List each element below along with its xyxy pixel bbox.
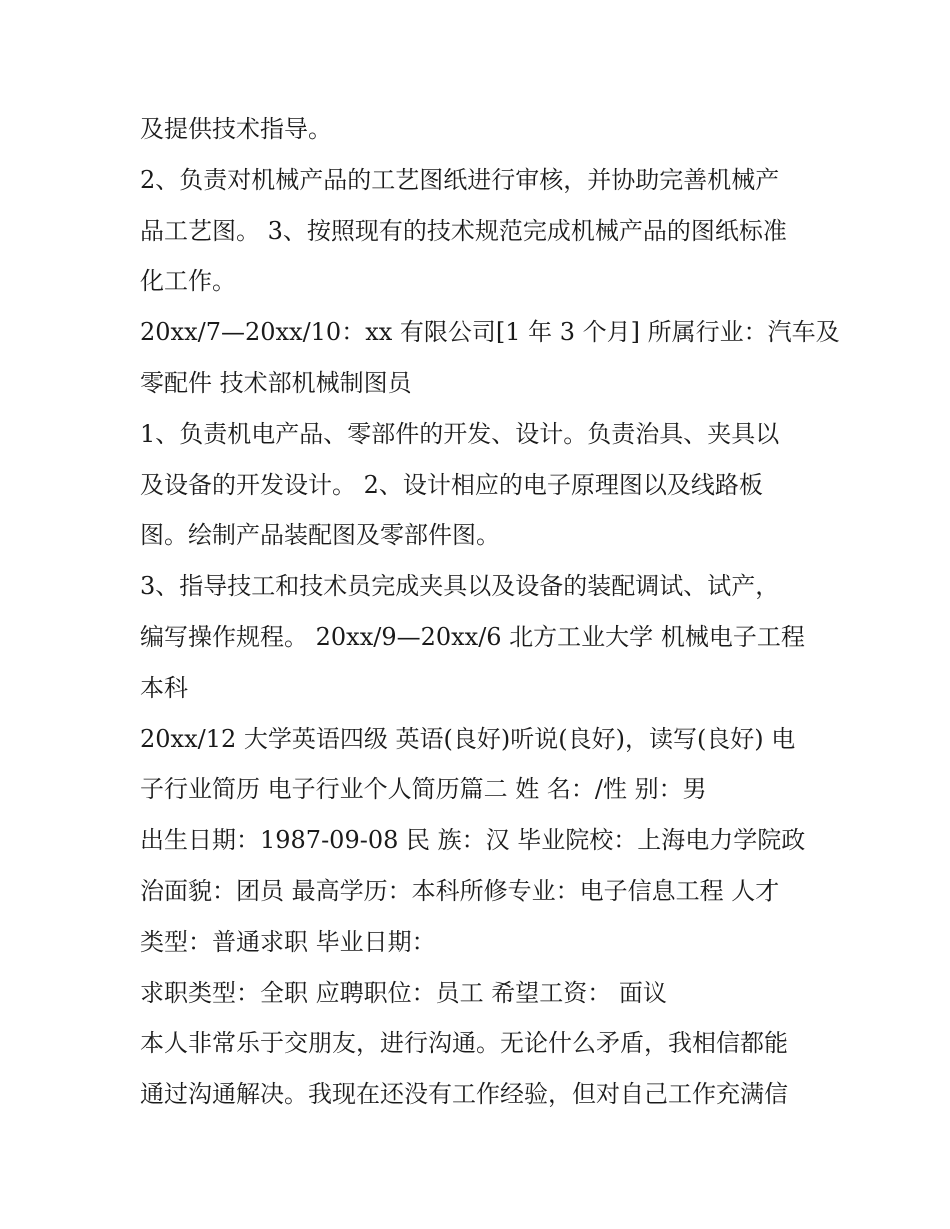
text-line: 出生日期：1987-09-08 民 族：汉 毕业院校：上海电力学院政 xyxy=(140,826,806,855)
text-line: 求职类型：全职 应聘职位：员工 希望工资： 面议 xyxy=(140,978,667,1007)
text-line: 治面貌：团员 最高学历：本科所修专业：电子信息工程 人才 xyxy=(140,876,780,905)
text-line: 零配件 技术部机械制图员 xyxy=(140,368,412,397)
text-line: 化工作。 xyxy=(140,267,236,296)
text-line: 本科 xyxy=(140,673,188,702)
text-line: 子行业简历 电子行业个人简历篇二 姓 名：/性 别：男 xyxy=(140,775,707,804)
text-line: 品工艺图。 3、按照现有的技术规范完成机械产品的图纸标准 xyxy=(140,216,787,245)
text-line: 本人非常乐于交朋友，进行沟通。无论什么矛盾，我相信都能 xyxy=(140,1029,788,1058)
text-line: 及设备的开发设计。 2、设计相应的电子原理图以及线路板 xyxy=(140,470,763,499)
text-line: 1、负责机电产品、零部件的开发、设计。负责治具、夹具以 xyxy=(140,419,780,448)
text-line: 通过沟通解决。我现在还没有工作经验，但对自己工作充满信 xyxy=(140,1080,788,1109)
text-line: 类型：普通求职 毕业日期： xyxy=(140,927,436,956)
text-line: 3、指导技工和技术员完成夹具以及设备的装配调试、试产， xyxy=(140,572,780,601)
text-line: 20xx/12 大学英语四级 英语(良好)听说(良好)，读写(良好) 电 xyxy=(140,724,796,753)
text-line: 20xx/7—20xx/10：xx 有限公司[1 年 3 个月] 所属行业：汽车及 xyxy=(140,318,840,347)
text-line: 编写操作规程。 20xx/9—20xx/6 北方工业大学 机械电子工程 xyxy=(140,622,805,651)
text-line: 图。绘制产品装配图及零部件图。 xyxy=(140,521,500,550)
text-line: 及提供技术指导。 xyxy=(140,115,332,143)
text-line: 2、负责对机械产品的工艺图纸进行审核，并协助完善机械产 xyxy=(140,165,780,194)
document-body xyxy=(140,104,840,1120)
